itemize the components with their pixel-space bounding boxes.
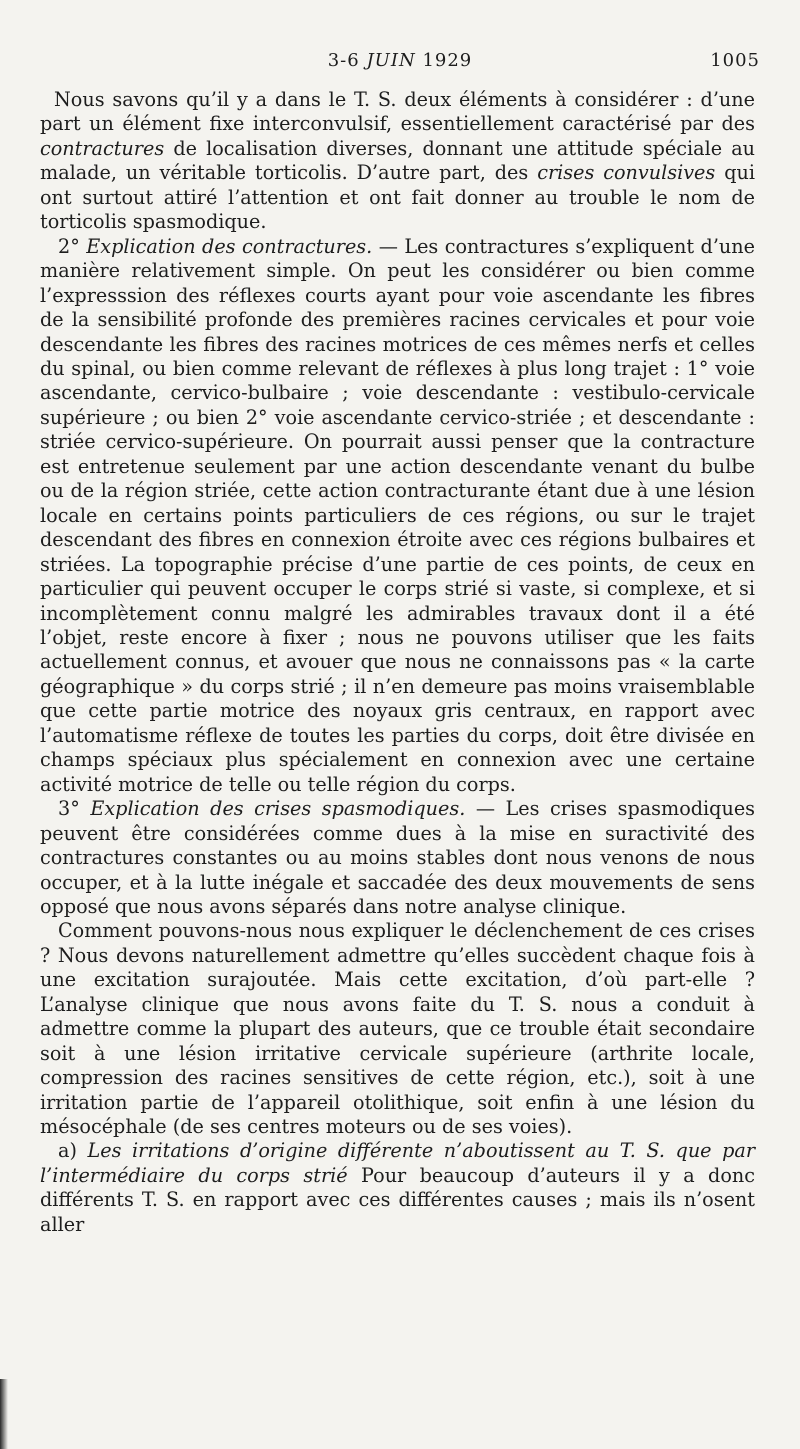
paragraph-3 xyxy=(40,797,755,919)
paragraph-1 xyxy=(40,88,755,235)
header-month: JUIN xyxy=(366,50,416,71)
body-text-run: Pour beaucoup d’auteurs il y a donc différents T. S. en rapport avec ces différentes causes ; mais ils n’osent aller xyxy=(40,1163,755,1236)
body-text-run: — Les contractures s’expliquent d’une manière relativement simple. On peut les considérer ou bien comme l’expresssion des réflexes courts ayant pour voie ascendante les fibres de la sensibilité profonde des premières racines cervicales et pour voie descendante les fibres des racines motrices de ces mêmes nerfs et celles du spinal, ou bien comme relevant de réflexes à plus long trajet : 1° voie ascendante, cervico-bulbaire ; voie descendante : vestibulo-cervicale supérieure ; ou bien 2° voie ascendante cervico-striée ; et descendante : striée cervico-supérieure. On pourrait aussi penser que la contracture est entretenue seulement par une action descendante venant du bulbe ou de la région striée, cette action contracturante étant due à une lésion locale en certains points particuliers de ces régions, ou sur le trajet descendant des fibres en connexion étroite avec ces régions bulbaires et striées. La topographie précise d’une partie de ces points, de ceux en particulier qui peuvent occuper le corps strié si vaste, si complexe, et si incomplètement connu malgré les admirables travaux dont il a été l’objet, reste encore à fixer ; nous ne pouvons utiliser que les faits actuellement connus, et avouer que nous ne connaissons pas « la carte géographique » du corps strié ; il n’en demeure pas moins vraisemblable que cette partie motrice des noyaux gris centraux, en rapport avec l’automatisme réflexe de toutes les parties du corps, doit être divisée en champs spéciaux plus spécialement en connexion avec une certaine activité motrice de telle ou telle région du corps. xyxy=(40,234,755,796)
italic-text: Explication des contractures. xyxy=(86,234,373,258)
paragraph-2 xyxy=(40,235,755,797)
italic-text: Explication des crises spasmodiques. xyxy=(90,797,466,821)
italic-text: crises convulsives xyxy=(537,161,716,185)
running-header xyxy=(0,50,800,76)
body-text-run: 2° xyxy=(58,234,87,258)
body-text-run: 3° xyxy=(58,797,91,821)
body-text-run: Comment pouvons-nous nous expliquer le déclenchement de ces crises ? Nous devons naturellement admettre qu’elles succèdent chaque fois à une excitation surajoutée. Mais cette excitation, d’où part-elle ? L’analyse clinique que nous avons faite du T. S. nous a conduit à admettre comme la plupart des auteurs, que ce trouble était secondaire soit à une lésion irritative cervicale supérieure (arthrite locale, compression des racines sensitives de cette région, etc.), soit à une irritation partie de l’appareil otolithique, soit enfin à une lésion du mésocéphale (de ses centres moteurs ou de ses voies). xyxy=(40,919,755,1139)
body-text-run: qui ont surtout attiré l’attention et ont fait donner au trouble le nom de torticolis spasmodique. xyxy=(40,161,755,234)
italic-text: contractures xyxy=(40,136,165,160)
paragraph-5 xyxy=(40,1139,755,1237)
body-text-run: de localisation diverses, donnant une attitude spéciale au malade, un véritable torticolis. D’autre part, des xyxy=(40,136,755,185)
body-text-run: Nous savons qu’il y a dans le T. S. deux éléments à considérer : d’une part un élément fixe interconvulsif, essentiellement caractérisé par des xyxy=(40,88,755,136)
page-number: 1005 xyxy=(710,50,760,71)
header-date-prefix: 3-6 xyxy=(327,50,360,71)
scan-edge-shadow xyxy=(0,1379,8,1449)
header-date xyxy=(0,50,800,71)
body-text-run: a) xyxy=(58,1139,88,1163)
body-text xyxy=(40,88,755,1237)
italic-text: Les irritations d’origine différente n’aboutissent au T. S. que par l’intermédiaire du corps strié xyxy=(40,1139,755,1187)
paragraph-4 xyxy=(40,919,755,1139)
header-year: 1929 xyxy=(422,50,473,71)
body-text-run: — Les crises spasmodiques peuvent être considérées comme dues à la mise en suractivité des contractures constantes ou au moins stables dont nous venons de nous occuper, et à la lutte inégale et saccadée des deux mouvements de sens opposé que nous avons séparés dans notre analyse clinique. xyxy=(40,797,756,918)
